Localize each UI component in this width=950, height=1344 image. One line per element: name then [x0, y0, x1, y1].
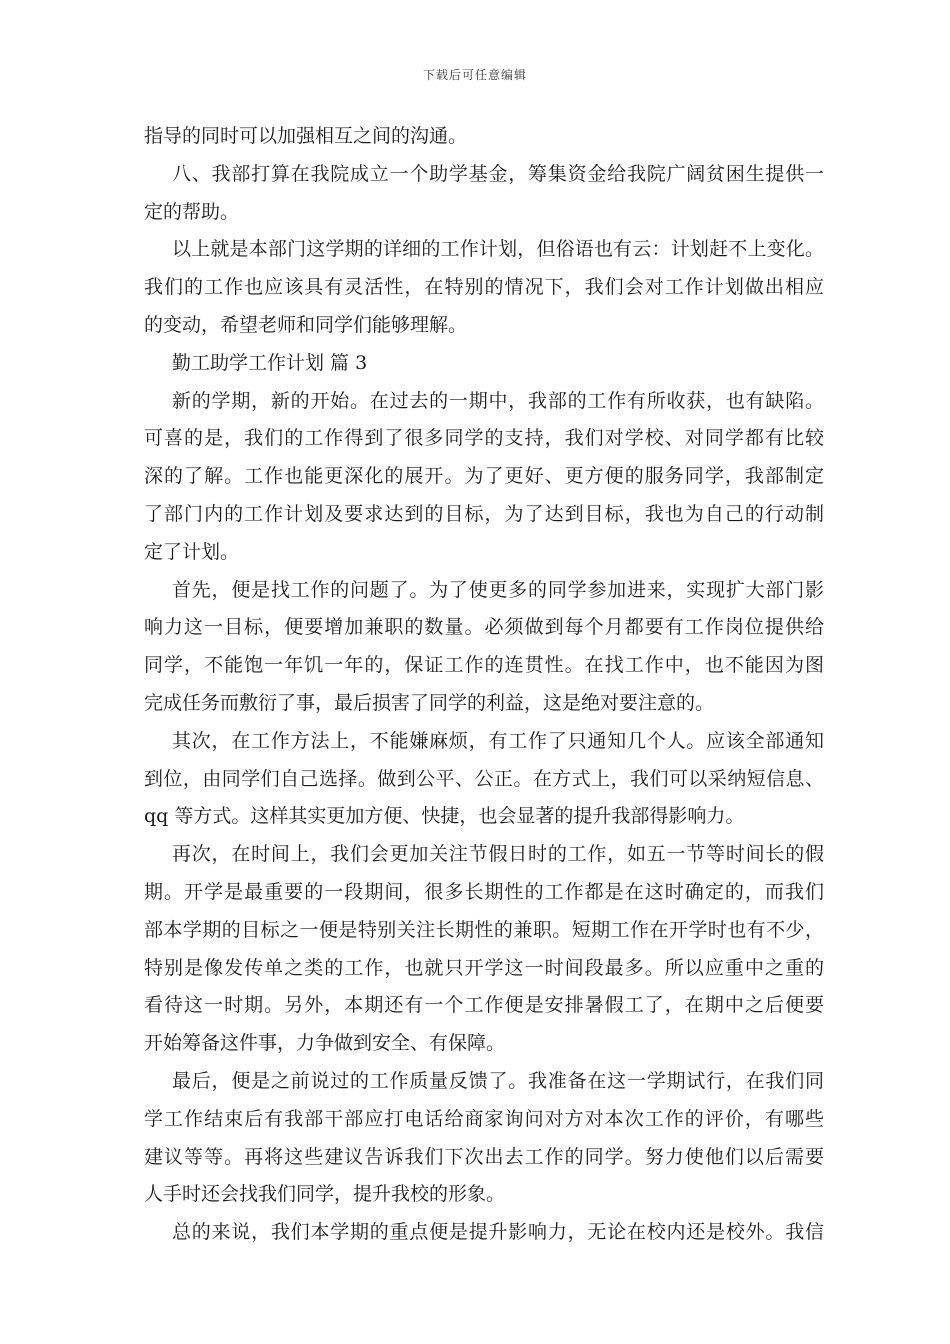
- text-line: 人手时还会找我们同学，提升我校的形象。: [144, 1183, 506, 1206]
- text-line: 可喜的是，我们的工作得到了很多同学的支持，我们对学校、对同学都有比较: [144, 427, 824, 450]
- text-line: 同学，不能饱一年饥一年的，保证工作的连贯性。在找工作中，也不能因为图: [144, 654, 824, 677]
- text-line: 首先，便是找工作的问题了。为了使更多的同学参加进来，实现扩大部门影: [172, 578, 824, 601]
- text-line: 建议等等。再将这些建议告诉我们下次出去工作的同学。努力使他们以后需要: [144, 1145, 824, 1168]
- text-line: 响力这一目标，便要增加兼职的数量。必须做到每个月都要有工作岗位提供给: [144, 616, 824, 639]
- text-line: 期。开学是最重要的一段期间，很多长期性的工作都是在这时确定的，而我们: [144, 880, 824, 903]
- document-body: [144, 118, 824, 1252]
- text-line: 了部门内的工作计划及要求达到的目标，为了达到目标，我也为自己的行动制: [144, 502, 824, 525]
- text-line: 以上就是本部门这学期的详细的工作计划，但俗语也有云：计划赶不上变化。: [172, 238, 824, 261]
- text-line: 定了计划。: [144, 540, 240, 563]
- text-line: 再次，在时间上，我们会更加关注节假日时的工作，如五一节等时间长的假: [172, 843, 824, 866]
- text-line: 其次，在工作方法上，不能嫌麻烦，有工作了只通知几个人。应该全部通知: [172, 729, 824, 752]
- text-line: 最后，便是之前说过的工作质量反馈了。我准备在这一学期试行，在我们同: [172, 1069, 824, 1092]
- text-line: 开始筹备这件事，力争做到安全、有保障。: [144, 1032, 506, 1055]
- text-line: 指导的同时可以加强相互之间的沟通。: [144, 125, 468, 147]
- text-line: 到位，由同学们自己选择。做到公平、公正。在方式上，我们可以采纳短信息、: [144, 767, 824, 790]
- page-header: 下载后可任意编辑: [422, 68, 527, 82]
- text-line: 看待这一时期。另外，本期还有一个工作便是安排暑假工了，在期中之后便要: [144, 994, 824, 1017]
- text-line: 我们的工作也应该具有灵活性，在特别的情况下，我们会对工作计划做出相应: [144, 276, 824, 299]
- text-line: 完成任务而敷衍了事，最后损害了同学的利益，这是绝对要注意的。: [144, 691, 715, 714]
- text-line: 部本学期的目标之一便是特别关注长期性的兼职。短期工作在开学时也有不少，: [144, 918, 824, 941]
- text-line: 新的学期，新的开始。在过去的一期中，我部的工作有所收获，也有缺陷。: [172, 389, 824, 412]
- text-line: 定的帮助。: [144, 200, 240, 223]
- text-line: 学工作结束后有我部干部应打电话给商家询问对方对本次工作的评价，有哪些: [144, 1107, 824, 1130]
- text-line: 特别是像发传单之类的工作，也就只开学这一时间段最多。所以应重中之重的: [144, 956, 824, 979]
- text-line: 深的了解。工作也能更深化的展开。为了更好、更方便的服务同学，我部制定: [144, 465, 824, 488]
- text-line: qq 等方式。这样其实更加方便、快捷，也会显著的提升我部得影响力。: [144, 805, 745, 828]
- text-line: 八、我部打算在我院成立一个助学基金，筹集资金给我院广阔贫困生提供一: [172, 162, 824, 185]
- text-line: 勤工助学工作计划 篇 3: [172, 351, 368, 374]
- text-line: 总的来说，我们本学期的重点便是提升影响力，无论在校内还是校外。我信: [172, 1221, 824, 1244]
- text-line: 的变动，希望老师和同学们能够理解。: [144, 313, 468, 336]
